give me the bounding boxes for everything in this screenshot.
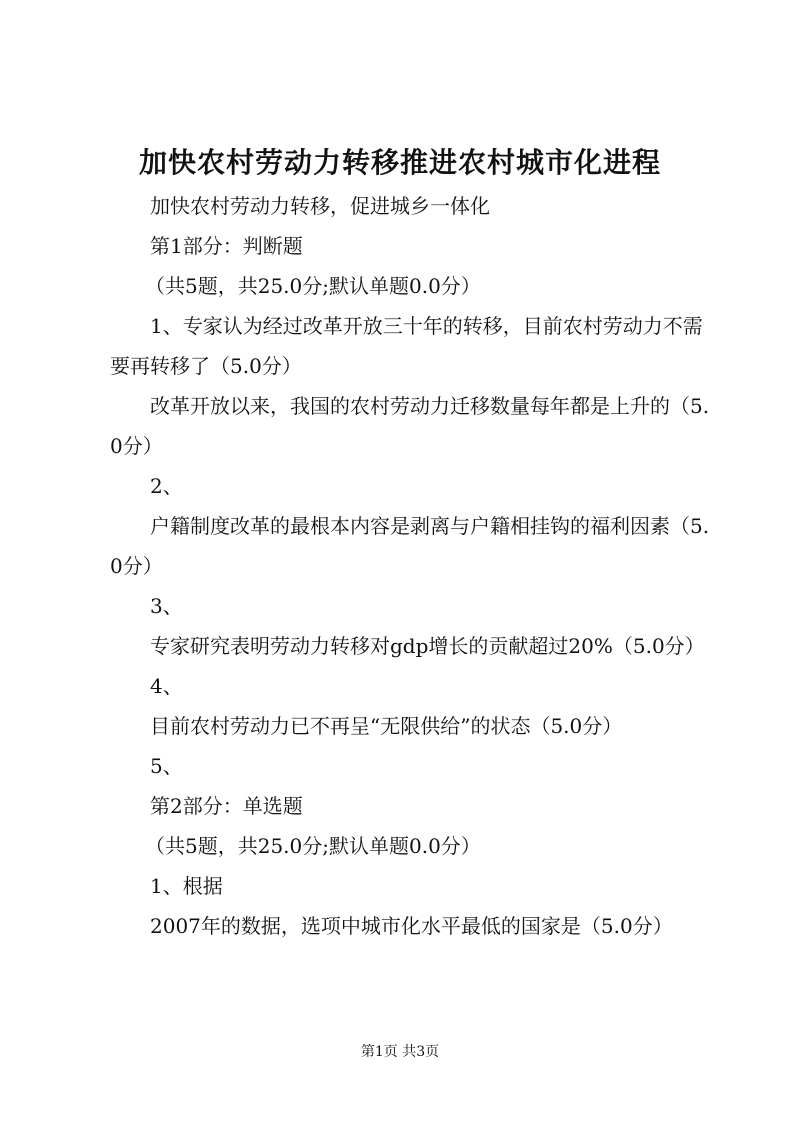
question-text-paragraph: 户籍制度改革的最根本内容是剥离与户籍相挂钩的福利因素（5.0分） [110,514,710,578]
page-footer: 第1页 共3页 [360,1044,440,1060]
document-body [110,186,710,946]
question-4-number: 4、 [150,674,183,698]
section-1-heading: 第1部分：判断题 [150,234,303,258]
subtitle-paragraph: 加快农村劳动力转移，促进城乡一体化 [150,194,490,218]
question-text-paragraph: 2007年的数据，选项中城市化水平最低的国家是（5.0分） [150,914,673,938]
question-3-number: 3、 [150,594,183,618]
question-text-paragraph: 专家研究表明劳动力转移对gdp增长的贡献超过20%（5.0分） [150,634,705,658]
question-text-paragraph: 改革开放以来，我国的农村劳动力迁移数量每年都是上升的（5.0分） [110,394,710,458]
document-title: 加快农村劳动力转移推进农村城市化进程 [138,146,661,179]
question-5-number: 5、 [150,754,183,778]
question-1-text: 1、专家认为经过改革开放三十年的转移，目前农村劳动力不需要再转移了（5.0分） [110,314,703,378]
question-1-number: 1、根据 [150,874,223,898]
question-2-number: 2、 [150,474,183,498]
section-2-info: （共5题，共25.0分;默认单题0.0分） [145,834,481,858]
section-1-info: （共5题，共25.0分;默认单题0.0分） [145,274,481,298]
section-2-heading: 第2部分：单选题 [150,794,303,818]
question-text-paragraph: 目前农村劳动力已不再呈“无限供给”的状态（5.0分） [150,714,623,738]
